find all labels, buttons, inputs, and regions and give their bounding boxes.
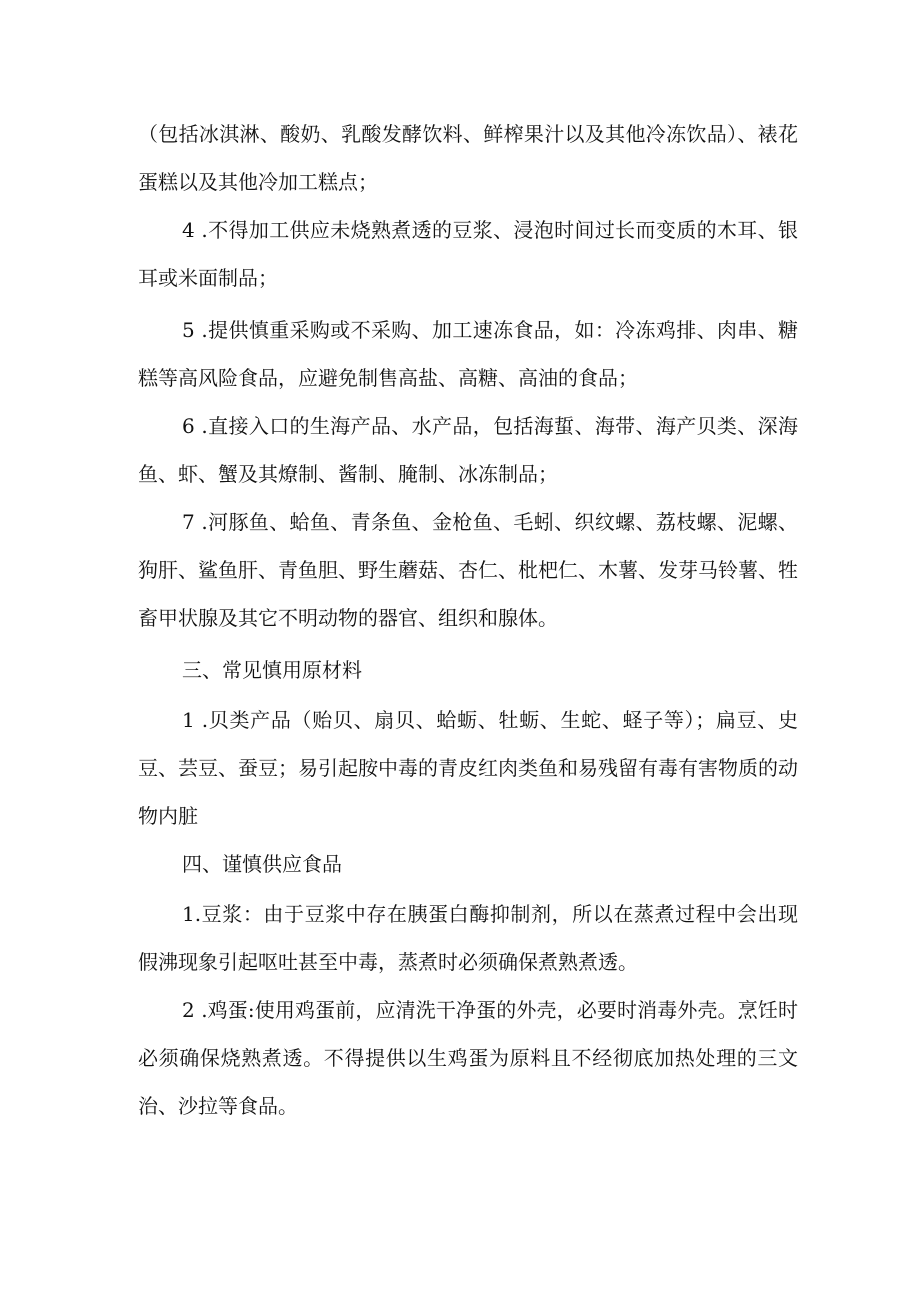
section-heading-4: 四、谨慎供应食品 (182, 852, 342, 876)
section-heading-3: 三、常见慎用原材料 (182, 658, 362, 682)
section4-item-2: 2 .鸡蛋:使用鸡蛋前，应清洗干净蛋的外壳，必要时消毒外壳。烹饪时必须确保烧熟煮透。不得提供以生鸡蛋为原料且不经彻底加热处理的三文治、沙拉等食品。 (138, 998, 798, 1118)
paragraph-continuation: （包括冰淇淋、酸奶、乳酸发酵饮料、鲜榨果汁以及其他冷冻饮品）、裱花蛋糕以及其他冷加工糕点； (138, 122, 798, 194)
section4-item-1: 1.豆浆：由于豆浆中存在胰蛋白酶抑制剂，所以在蒸煮过程中会出现假沸现象引起呕吐甚至中毒，蒸煮时必须确保煮熟煮透。 (138, 902, 798, 974)
list-item-7: 7 .河豚鱼、蛤鱼、青条鱼、金枪鱼、毛蚓、织纹螺、荔枝螺、泥螺、狗肝、鲨鱼肝、青鱼胆、野生蘑菇、杏仁、枇杷仁、木薯、发芽马铃薯、牲畜甲状腺及其它不明动物的器官、组织和腺体。 (138, 510, 798, 630)
section3-item-1: 1 .贝类产品（贻贝、扇贝、蛤蛎、牡蛎、生蛇、蛏子等）；扁豆、史豆、芸豆、蚕豆；易引起胺中毒的青皮红肉类鱼和易残留有毒有害物质的动物内脏 (138, 708, 798, 828)
list-item-5: 5 .提供慎重采购或不采购、加工速冻食品，如：冷冻鸡排、肉串、糖糕等高风险食品，应避免制售高盐、高糖、高油的食品； (138, 318, 798, 390)
list-item-6: 6 .直接入口的生海产品、水产品，包括海蜇、海带、海产贝类、深海鱼、虾、蟹及其燎制、酱制、腌制、冰冻制品； (138, 414, 798, 486)
list-item-4: 4 .不得加工供应未烧熟煮透的豆浆、浸泡时间过长而变质的木耳、银耳或米面制品； (138, 218, 798, 290)
